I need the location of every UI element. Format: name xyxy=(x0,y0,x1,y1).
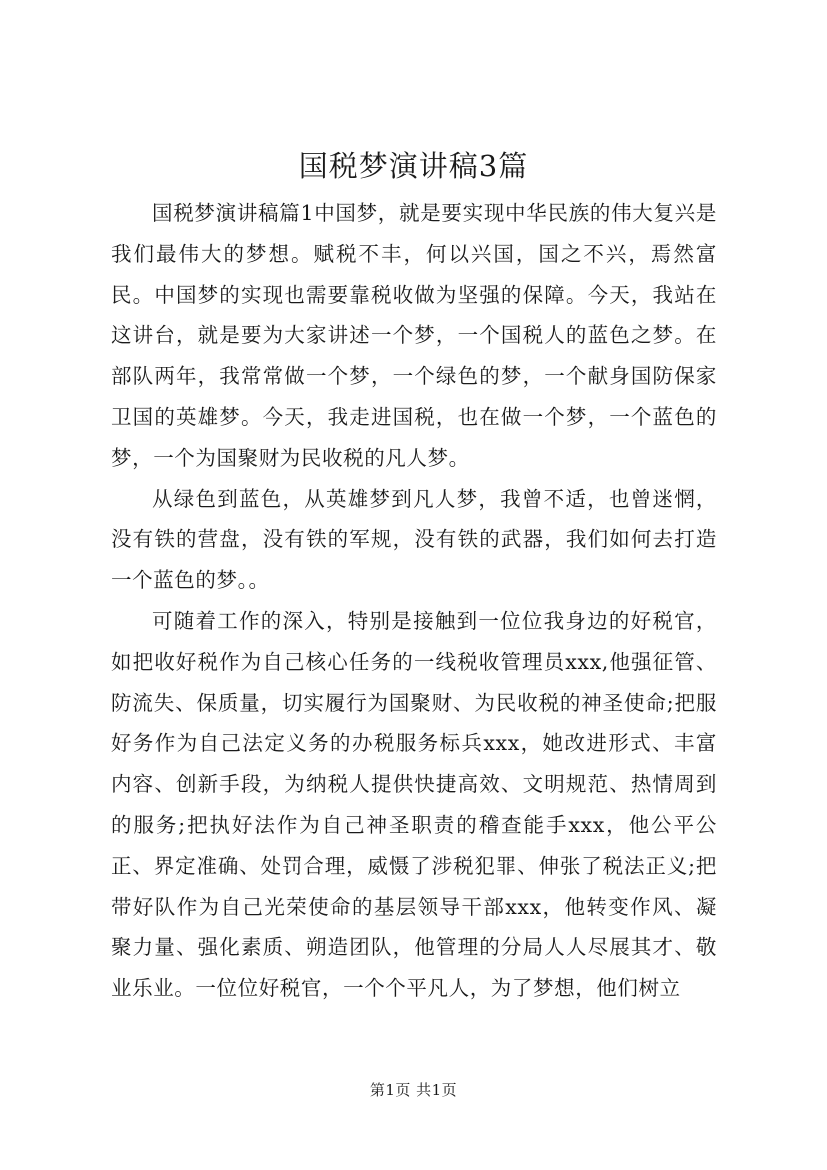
document-title: 国税梦演讲稿3篇 xyxy=(298,149,529,183)
paragraph-3: 可随着工作的深入，特别是接触到一位位我身边的好税官，如把收好税作为自己核心任务的一线税收管理员xxx,他强征管、防流失、保质量，切实履行为国聚财、为民收税的神圣使命;把服好务作为自己法定义务的办税服务标兵xxx，她改进形式、丰富内容、创新手段，为纳税人提供快捷高效、文明规范、热情周到的服务;把执好法作为自己神圣职责的稽查能手xxx，他公平公正、界定准确、处罚合理，威慑了涉税犯罪、伸张了税法正义;把带好队作为自己光荣使命的基层领导干部xxx，他转变作风、凝聚力量、强化素质、朔造团队，他管理的分局人人尽展其才、敬业乐业。一位位好税官，一个个平凡人，为了梦想，他们树立 xyxy=(111,608,717,1001)
page-footer: 第1页 共1页 xyxy=(369,1081,458,1099)
paragraph-2: 从绿色到蓝色，从英雄梦到凡人梦，我曾不适，也曾迷惘，没有铁的营盘，没有铁的军规，没有铁的武器，我们如何去打造一个蓝色的梦。。 xyxy=(111,486,717,593)
paragraph-1: 国税梦演讲稿篇1中国梦，就是要实现中华民族的伟大复兴是我们最伟大的梦想。赋税不丰，何以兴国，国之不兴，焉然富民。中国梦的实现也需要靠税收做为坚强的保障。今天，我站在这讲台，就是要为大家讲述一个梦，一个国税人的蓝色之梦。在部队两年，我常常做一个梦，一个绿色的梦，一个献身国防保家卫国的英雄梦。今天，我走进国税，也在做一个梦，一个蓝色的梦，一个为国聚财为民收税的凡人梦。 xyxy=(111,201,717,470)
document-body xyxy=(111,193,717,1009)
